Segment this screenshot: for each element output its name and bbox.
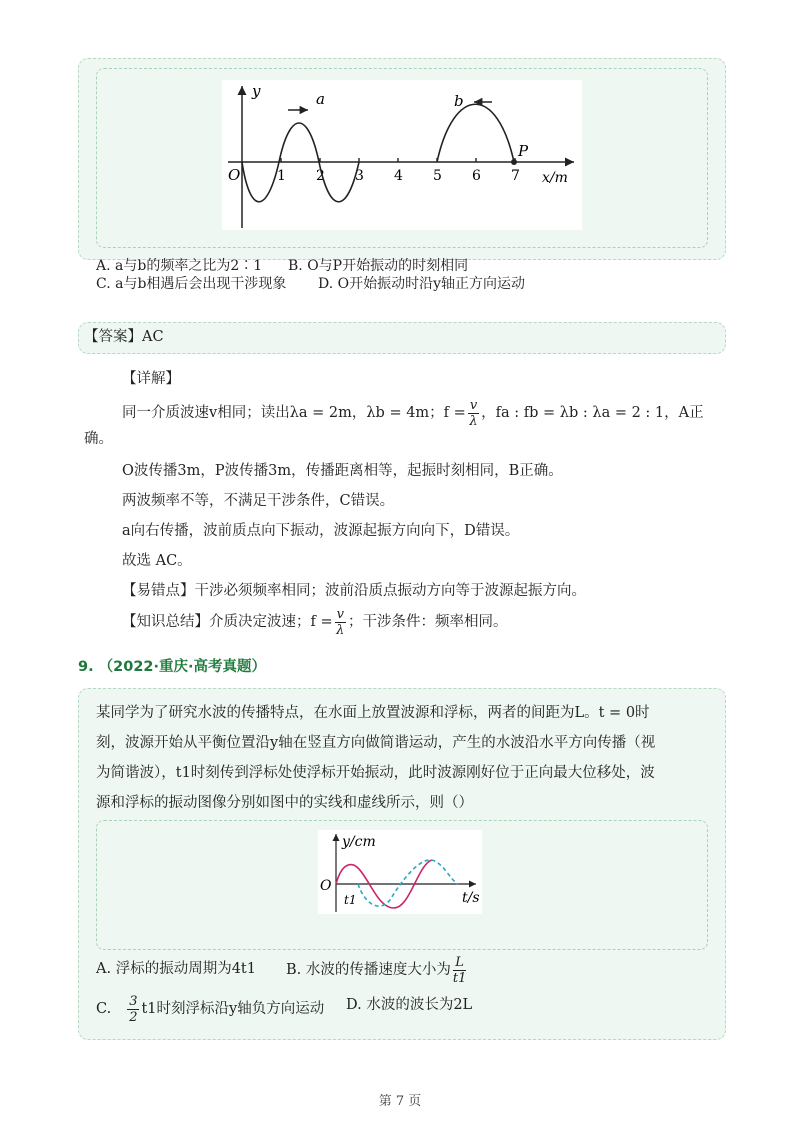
x-tick-label-6: 6 [472,168,481,184]
b-frac-num: L [453,955,467,971]
q9-stem-line-3: 为简谐波），t1时刻传到浮标处使浮标开始振动，此时波源刚好位于正向最大位移处，波 [96,765,655,781]
formula-fraction [468,398,479,429]
origin-label: O [228,166,241,184]
q9-option-b [286,950,468,990]
detail-line-3: 两波频率不等，不满足干涉条件，C错误。 [122,493,395,509]
x-tick-label-3: 3 [355,168,364,184]
y-axis-label: y [252,82,261,100]
detail-line-5: 故选 AC。 [122,553,192,569]
detail-heading: 【详解】 [122,371,180,387]
wave-b-label: b [454,92,464,110]
option-a: A. a与b的频率之比为2∶1 [96,258,263,274]
detail-line-1-cont: 确。 [84,431,113,447]
c-frac-den: 2 [129,1009,138,1025]
summary-frac-den: λ [336,622,345,638]
q9-option-c-post: t1时刻浮标沿y轴负方向运动 [141,1001,325,1017]
q9-stem-line-4: 源和浮标的振动图像分别如图中的实线和虚线所示，则（） [96,795,473,811]
detail-line-1-post: ，fa : fb = λb : λa = 2 : 1，A正 [481,405,704,421]
answer-panel [78,322,726,354]
option-d: D. O开始振动时沿y轴正方向运动 [318,276,526,292]
option-b: B. O与P开始振动的时刻相同 [288,258,469,274]
q9-vibration-graph [318,830,482,914]
summary-pre: 【知识总结】介质决定波速；f = [122,614,333,630]
point-p [511,159,517,165]
summary-line [122,604,507,640]
answer-label: 【答案】AC [84,329,164,345]
x-axis-label: x/m [542,170,568,186]
origin-label: O [320,878,332,894]
q8-wave-graph [222,80,582,230]
buoy-dashed-curve [358,860,458,906]
option-c: C. a与b相遇后会出现干涉现象 [96,276,287,292]
q9-option-c-pre: C. [96,1001,112,1017]
q9-stem-line-1: 某同学为了研究水波的传播特点，在水面上放置波源和浮标，两者的间距为L。t = 0时 [96,705,650,721]
x-tick-label-7: 7 [511,168,520,184]
summary-fraction [335,607,346,638]
t-axis-label: t/s [462,890,480,906]
q9-option-c-fraction [127,994,139,1025]
detail-line-2: O波传播3m，P波传播3m，传播距离相等，起振时刻相同，B正确。 [122,463,563,479]
q8-wave-figure [222,80,582,230]
q9-wave-figure [318,830,482,914]
x-tick-label-1: 1 [277,168,286,184]
pitfall-line: 【易错点】干涉必须频率相同；波前沿质点振动方向等于波源起振方向。 [122,583,586,599]
detail-line-1 [122,396,704,430]
detail-line-1-pre: 同一介质波速v相同；读出λa = 2m，λb = 4m；f = [122,405,466,421]
frac-num: v [469,397,478,413]
q9-option-d: D. 水波的波长为2L [346,997,473,1013]
c-frac-num: 3 [129,993,138,1009]
y-axis-label: y/cm [342,834,376,850]
t1-tick-label: t1 [344,893,357,907]
b-frac-den: t1 [452,970,467,986]
wave-a-label: a [316,90,325,108]
x-tick-label-5: 5 [433,168,442,184]
q9-option-b-fraction [453,955,467,986]
x-tick-label-4: 4 [394,168,403,184]
detail-line-4: a向右传播，波前质点向下振动，波源起振方向向下，D错误。 [122,523,520,539]
x-tick-label-2: 2 [316,168,325,184]
q9-option-a: A. 浮标的振动周期为4t1 [96,961,256,977]
frac-den: λ [469,413,478,429]
q9-stem-line-2: 刻，波源开始从平衡位置沿y轴在竖直方向做简谐运动，产生的水波沿水平方向传播（视 [96,735,656,751]
q9-heading: 9. （2022·重庆·高考真题） [78,659,267,675]
q9-option-c [96,990,324,1028]
summary-frac-num: v [336,606,344,622]
summary-post: ；干涉条件：频率相同。 [347,614,508,630]
q9-option-b-pre: B. 水波的传播速度大小为 [286,962,451,978]
point-p-label: P [518,142,529,160]
wave-b-curve [437,104,514,162]
page-number: 第 7 页 [378,1094,422,1109]
